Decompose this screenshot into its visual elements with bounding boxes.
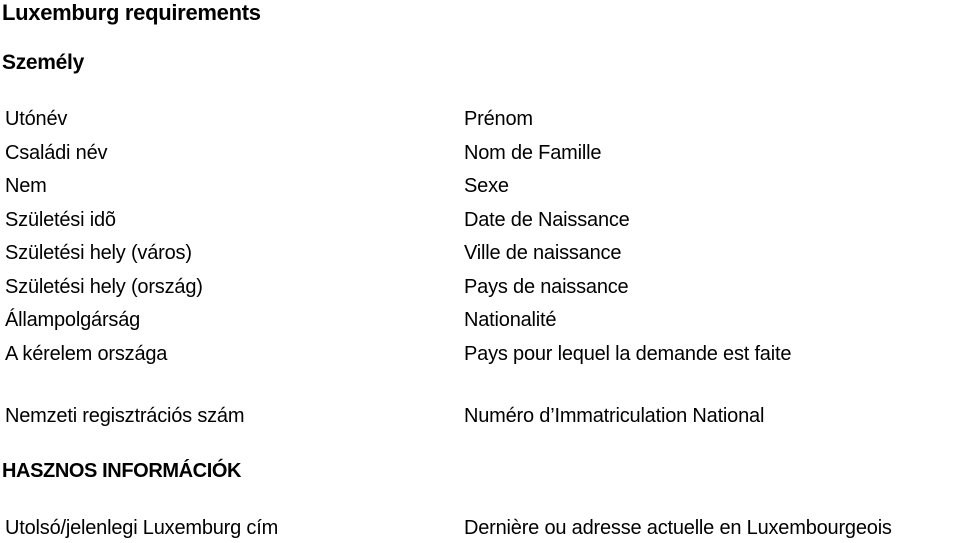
section-heading-useful-info: HASZNOS INFORMÁCIÓK [2, 460, 242, 482]
person-fields-list [5, 105, 960, 373]
field-row-national-registration [5, 402, 960, 430]
field-label-fr: Prénom [464, 108, 533, 130]
field-label-hu: Utónév [5, 108, 68, 130]
field-row-sex [5, 172, 960, 206]
field-label-hu: Születési idõ [5, 208, 116, 231]
field-row-first-name [5, 105, 960, 139]
field-label-hu: Nem [5, 175, 47, 197]
field-label-hu: Születési hely (város) [5, 242, 192, 264]
field-label-fr: Pays pour lequel la demande est faite [464, 342, 792, 365]
field-label-fr: Date de Naissance [464, 208, 630, 231]
field-label-fr: Pays de naissance [464, 275, 629, 298]
field-label-hu: Születési hely (ország) [5, 275, 203, 298]
field-label-fr: Nom de Famille [464, 141, 602, 164]
field-label-fr: Ville de naissance [464, 242, 622, 264]
field-label-hu: A kérelem országa [5, 342, 168, 365]
field-row-address [5, 514, 960, 542]
field-row-birth-city [5, 239, 960, 273]
section-heading-person: Személy [2, 51, 84, 74]
field-label-fr: Nationalité [464, 309, 557, 331]
field-label-hu: Nemzeti regisztrációs szám [5, 405, 245, 427]
field-label-fr: Numéro d’Immatriculation National [464, 405, 765, 427]
field-label-hu: Utolsó/jelenlegi Luxemburg cím [5, 517, 279, 539]
field-label-hu: Családi név [5, 141, 108, 164]
field-row-birth-date [5, 206, 960, 240]
field-row-nationality [5, 306, 960, 340]
document-title: Luxemburg requirements [2, 0, 261, 25]
field-label-hu: Állampolgárság [5, 309, 141, 331]
field-row-application-country [5, 340, 960, 374]
field-label-fr: Dernière ou adresse actuelle en Luxembourgeois [464, 517, 892, 539]
field-label-fr: Sexe [464, 175, 509, 197]
field-row-family-name [5, 139, 960, 173]
field-row-birth-country [5, 273, 960, 307]
